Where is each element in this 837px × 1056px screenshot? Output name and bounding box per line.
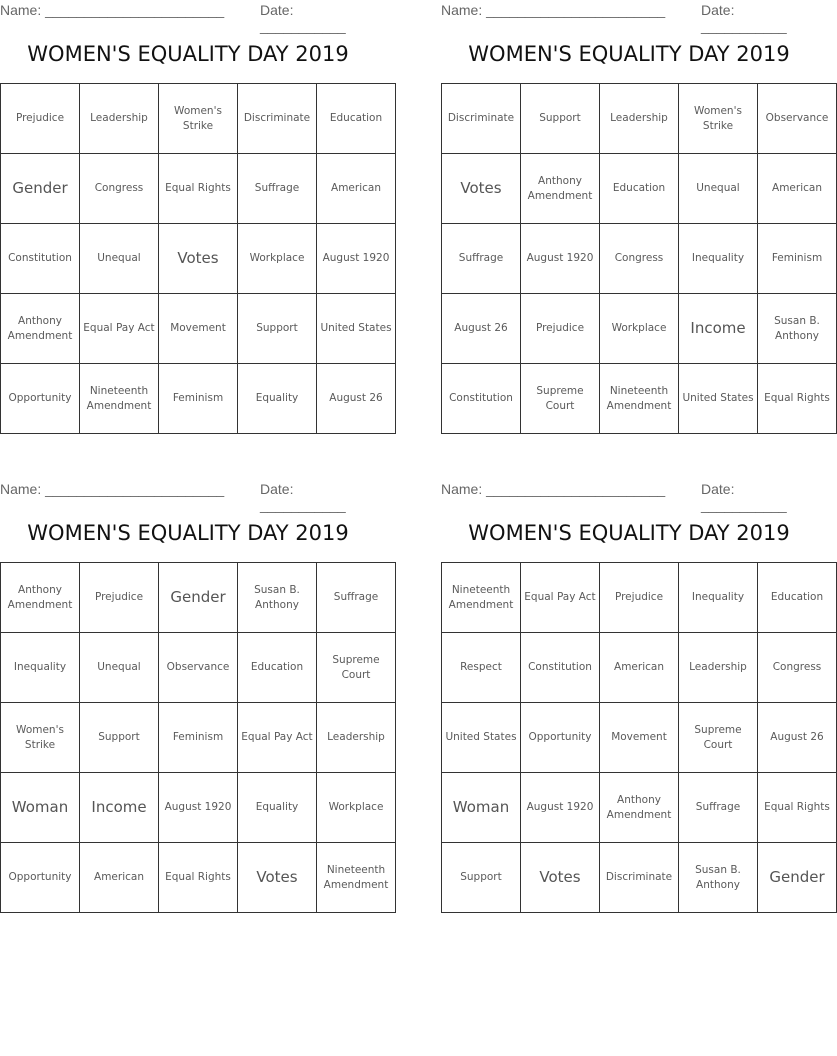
grid-row bbox=[442, 84, 837, 154]
grid-row bbox=[1, 224, 396, 294]
grid-row bbox=[442, 633, 837, 703]
bingo-cell: Prejudice bbox=[80, 563, 159, 633]
date-field-label: Date: ___________ bbox=[260, 2, 346, 34]
bingo-cell: Equal Rights bbox=[758, 364, 837, 434]
bingo-cell: Congress bbox=[80, 154, 159, 224]
bingo-cell: Votes bbox=[238, 843, 317, 913]
bingo-cell: Workplace bbox=[600, 294, 679, 364]
name-date-line bbox=[441, 2, 817, 34]
bingo-cell: Unequal bbox=[679, 154, 758, 224]
grid-row bbox=[442, 773, 837, 843]
grid-row bbox=[1, 703, 396, 773]
bingo-cell: Constitution bbox=[521, 633, 600, 703]
name-field-label: Name: _______________________ bbox=[441, 481, 666, 497]
bingo-cell: Supreme Court bbox=[521, 364, 600, 434]
bingo-cell: Inequality bbox=[679, 563, 758, 633]
bingo-cell: Movement bbox=[159, 294, 238, 364]
bingo-cell: August 1920 bbox=[521, 224, 600, 294]
bingo-cell: Prejudice bbox=[1, 84, 80, 154]
bingo-cell: Suffrage bbox=[317, 563, 396, 633]
bingo-cell: Observance bbox=[159, 633, 238, 703]
bingo-cell: Susan B. Anthony bbox=[758, 294, 837, 364]
bingo-cell: Equality bbox=[238, 773, 317, 843]
bingo-cell: American bbox=[600, 633, 679, 703]
bingo-cell: August 1920 bbox=[159, 773, 238, 843]
grid-row bbox=[442, 563, 837, 633]
bingo-grid bbox=[441, 562, 837, 913]
bingo-cell: Opportunity bbox=[1, 843, 80, 913]
bingo-cell: Leadership bbox=[600, 84, 679, 154]
bingo-cell: American bbox=[317, 154, 396, 224]
bingo-cell: Constitution bbox=[1, 224, 80, 294]
bingo-cell: Equal Pay Act bbox=[238, 703, 317, 773]
bingo-grid bbox=[0, 83, 396, 434]
bingo-cell: Votes bbox=[159, 224, 238, 294]
grid-row bbox=[1, 633, 396, 703]
bingo-cell: Anthony Amendment bbox=[1, 563, 80, 633]
bingo-cell: United States bbox=[679, 364, 758, 434]
name-date-line bbox=[0, 2, 376, 34]
grid-row bbox=[442, 843, 837, 913]
bingo-cell: Education bbox=[317, 84, 396, 154]
bingo-cell: Nineteenth Amendment bbox=[600, 364, 679, 434]
bingo-cell: Women's Strike bbox=[159, 84, 238, 154]
bingo-cell: Respect bbox=[442, 633, 521, 703]
bingo-cell: Nineteenth Amendment bbox=[80, 364, 159, 434]
bingo-cell: Leadership bbox=[679, 633, 758, 703]
bingo-cell: Movement bbox=[600, 703, 679, 773]
bingo-cell: Discriminate bbox=[600, 843, 679, 913]
bingo-cell: Woman bbox=[442, 773, 521, 843]
bingo-cell: American bbox=[758, 154, 837, 224]
bingo-cell: Feminism bbox=[159, 364, 238, 434]
bingo-cell: Equal Rights bbox=[758, 773, 837, 843]
bingo-cell: Equal Pay Act bbox=[521, 563, 600, 633]
bingo-cell: Education bbox=[758, 563, 837, 633]
bingo-cell: Prejudice bbox=[600, 563, 679, 633]
bingo-cell: Nineteenth Amendment bbox=[317, 843, 396, 913]
bingo-cell: Discriminate bbox=[238, 84, 317, 154]
grid-row bbox=[1, 294, 396, 364]
bingo-cell: Supreme Court bbox=[679, 703, 758, 773]
card-title: WOMEN'S EQUALITY DAY 2019 bbox=[468, 521, 790, 545]
bingo-cell: Education bbox=[238, 633, 317, 703]
grid-row bbox=[1, 843, 396, 913]
date-field-label: Date: ___________ bbox=[701, 481, 787, 513]
bingo-cell: Support bbox=[521, 84, 600, 154]
name-field-label: Name: _______________________ bbox=[441, 2, 666, 18]
bingo-cell: August 26 bbox=[442, 294, 521, 364]
grid-row bbox=[1, 154, 396, 224]
name-date-line bbox=[0, 481, 376, 513]
bingo-cell: Equal Rights bbox=[159, 843, 238, 913]
bingo-cell: August 26 bbox=[758, 703, 837, 773]
bingo-cell: Votes bbox=[442, 154, 521, 224]
grid-row bbox=[442, 703, 837, 773]
bingo-cell: Inequality bbox=[1, 633, 80, 703]
bingo-cell: Discriminate bbox=[442, 84, 521, 154]
card-title: WOMEN'S EQUALITY DAY 2019 bbox=[27, 521, 349, 545]
bingo-cell: United States bbox=[317, 294, 396, 364]
bingo-cell: Feminism bbox=[159, 703, 238, 773]
grid-row bbox=[442, 364, 837, 434]
bingo-cell: Inequality bbox=[679, 224, 758, 294]
grid-row bbox=[1, 364, 396, 434]
bingo-cell: Anthony Amendment bbox=[600, 773, 679, 843]
bingo-cell: Education bbox=[600, 154, 679, 224]
bingo-cell: Suffrage bbox=[679, 773, 758, 843]
bingo-cell: Gender bbox=[159, 563, 238, 633]
bingo-cell: Equality bbox=[238, 364, 317, 434]
bingo-cell: Anthony Amendment bbox=[1, 294, 80, 364]
bingo-grid bbox=[0, 562, 396, 913]
bingo-cell: Susan B. Anthony bbox=[679, 843, 758, 913]
bingo-cell: Supreme Court bbox=[317, 633, 396, 703]
bingo-cell: Suffrage bbox=[442, 224, 521, 294]
bingo-cell: Susan B. Anthony bbox=[238, 563, 317, 633]
bingo-cell: Equal Pay Act bbox=[80, 294, 159, 364]
bingo-cell: Women's Strike bbox=[679, 84, 758, 154]
grid-row bbox=[1, 773, 396, 843]
name-date-line bbox=[441, 481, 817, 513]
bingo-cell: Gender bbox=[1, 154, 80, 224]
bingo-cell: United States bbox=[442, 703, 521, 773]
bingo-cell: Leadership bbox=[317, 703, 396, 773]
grid-row bbox=[442, 294, 837, 364]
bingo-cell: Feminism bbox=[758, 224, 837, 294]
bingo-cell: Leadership bbox=[80, 84, 159, 154]
card-title: WOMEN'S EQUALITY DAY 2019 bbox=[27, 42, 349, 66]
bingo-cell: Unequal bbox=[80, 633, 159, 703]
bingo-cell: Opportunity bbox=[521, 703, 600, 773]
bingo-cell: Anthony Amendment bbox=[521, 154, 600, 224]
date-field-label: Date: ___________ bbox=[701, 2, 787, 34]
bingo-cell: August 26 bbox=[317, 364, 396, 434]
bingo-cell: Observance bbox=[758, 84, 837, 154]
date-field-label: Date: ___________ bbox=[260, 481, 346, 513]
bingo-cell: American bbox=[80, 843, 159, 913]
bingo-cell: Women's Strike bbox=[1, 703, 80, 773]
bingo-cell: Support bbox=[80, 703, 159, 773]
bingo-cell: Votes bbox=[521, 843, 600, 913]
bingo-cell: Nineteenth Amendment bbox=[442, 563, 521, 633]
bingo-cell: Woman bbox=[1, 773, 80, 843]
bingo-cell: Support bbox=[238, 294, 317, 364]
grid-row bbox=[442, 154, 837, 224]
bingo-cell: Congress bbox=[758, 633, 837, 703]
grid-row bbox=[442, 224, 837, 294]
bingo-cell: Workplace bbox=[238, 224, 317, 294]
grid-row bbox=[1, 84, 396, 154]
bingo-cell: Equal Rights bbox=[159, 154, 238, 224]
bingo-cell: Workplace bbox=[317, 773, 396, 843]
bingo-cell: Income bbox=[679, 294, 758, 364]
bingo-cell: Income bbox=[80, 773, 159, 843]
bingo-cell: Unequal bbox=[80, 224, 159, 294]
name-field-label: Name: _______________________ bbox=[0, 2, 225, 18]
bingo-cell: Constitution bbox=[442, 364, 521, 434]
bingo-cell: August 1920 bbox=[521, 773, 600, 843]
bingo-cell: Prejudice bbox=[521, 294, 600, 364]
bingo-cell: Gender bbox=[758, 843, 837, 913]
name-field-label: Name: _______________________ bbox=[0, 481, 225, 497]
bingo-grid bbox=[441, 83, 837, 434]
grid-row bbox=[1, 563, 396, 633]
card-title: WOMEN'S EQUALITY DAY 2019 bbox=[468, 42, 790, 66]
bingo-cell: Opportunity bbox=[1, 364, 80, 434]
bingo-cell: August 1920 bbox=[317, 224, 396, 294]
bingo-cell: Support bbox=[442, 843, 521, 913]
bingo-cell: Congress bbox=[600, 224, 679, 294]
bingo-cell: Suffrage bbox=[238, 154, 317, 224]
